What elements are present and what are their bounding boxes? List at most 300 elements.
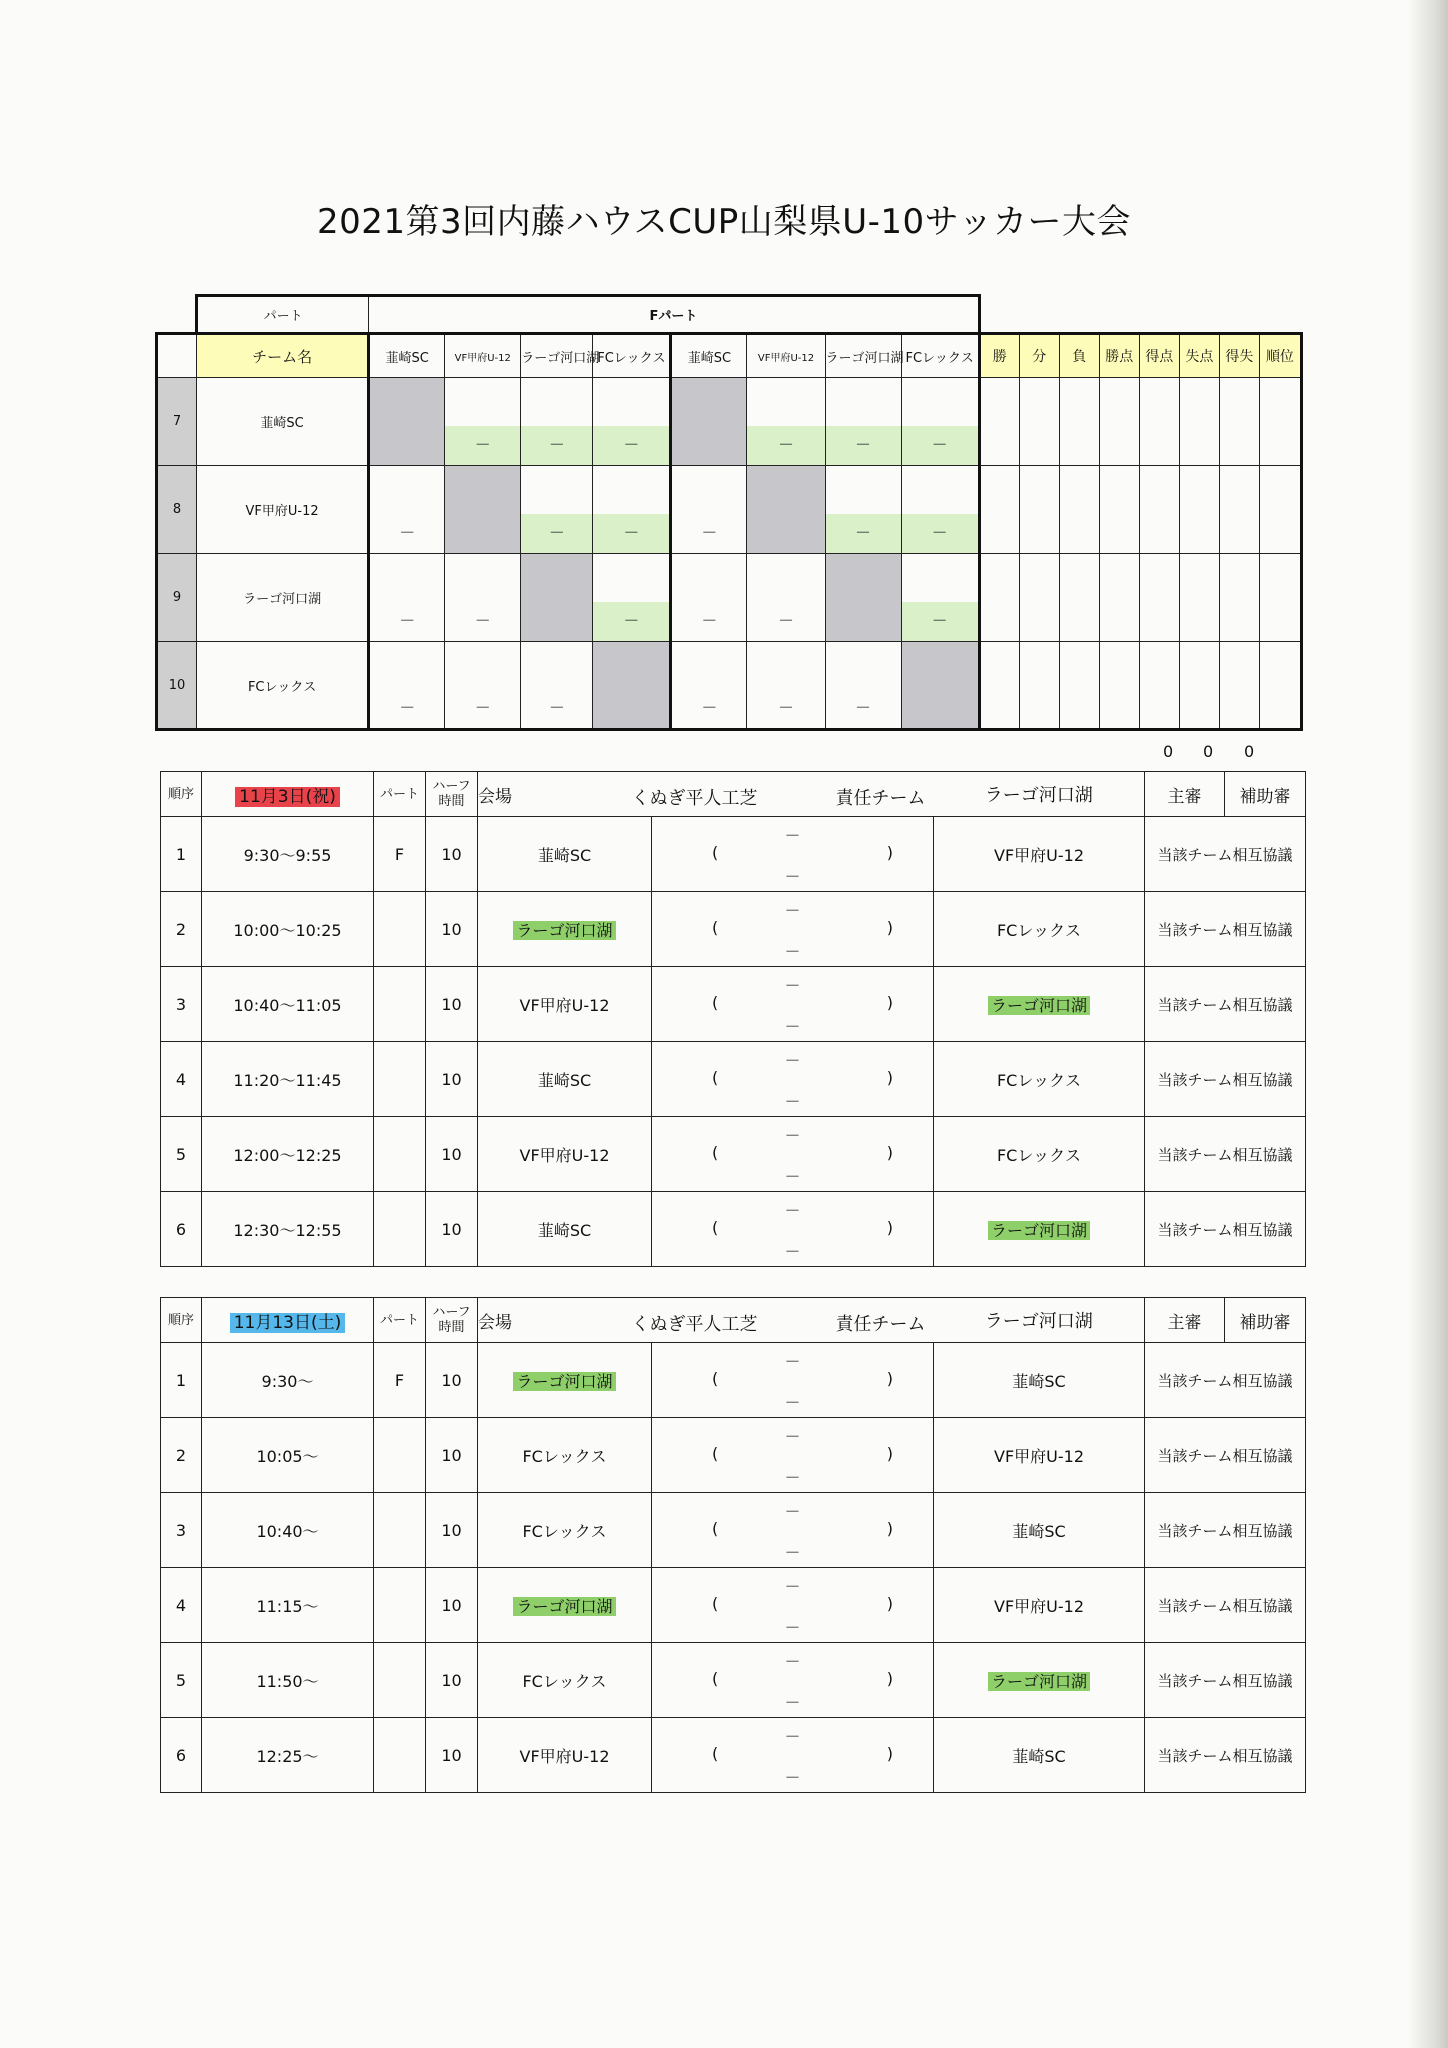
score-dash: － — [623, 611, 640, 630]
standings-row — [157, 378, 1302, 466]
half-time-header: ハーフ時間 — [426, 772, 478, 817]
score-dash: － — [701, 611, 718, 630]
match-time: 10:05～ — [202, 1418, 374, 1493]
match-time: 10:40～11:05 — [202, 967, 374, 1042]
match-half-time: 10 — [426, 1718, 478, 1793]
result-cell — [671, 642, 747, 730]
referee-header: 主審 — [1145, 1298, 1225, 1343]
venue-header — [478, 1298, 652, 1343]
total-losses: 0 — [1244, 742, 1255, 761]
stat-cell — [1259, 642, 1301, 730]
stat-cell — [1099, 378, 1139, 466]
stat-header: 失点 — [1179, 334, 1219, 378]
stat-cell — [979, 642, 1019, 730]
home-team — [478, 1643, 652, 1718]
stat-cell — [1059, 554, 1099, 642]
result-cell — [521, 554, 593, 642]
score-dash: － — [931, 523, 948, 542]
score-dash: － — [399, 698, 416, 717]
result-cell — [747, 466, 825, 554]
score-dash: － — [701, 698, 718, 717]
match-row — [161, 1493, 1306, 1568]
match-date: 11月13日(土) — [230, 1313, 346, 1333]
away-team-name: FCレックス — [996, 1145, 1082, 1165]
match-number: 4 — [161, 1042, 202, 1117]
match-part — [374, 1192, 426, 1267]
stat-header: 分 — [1019, 334, 1059, 378]
stat-cell — [1219, 554, 1259, 642]
match-row — [161, 1568, 1306, 1643]
assistant-referee-header: 補助審 — [1225, 1298, 1306, 1343]
total-wins: 0 — [1163, 742, 1174, 761]
stat-cell — [1019, 466, 1059, 554]
match-half-time: 10 — [426, 1568, 478, 1643]
score-dash: － — [784, 1352, 801, 1371]
stat-header: 負 — [1059, 334, 1099, 378]
referee-assignment: 当該チーム相互協議 — [1145, 1493, 1306, 1568]
venue-name-text: くぬぎ平人工芝 — [631, 788, 758, 809]
page-edge-shadow — [1408, 0, 1448, 2048]
responsible-label: 責任チーム — [835, 1314, 926, 1335]
result-cell — [747, 378, 825, 466]
score-dash: － — [623, 435, 640, 454]
paren-open: ( — [712, 1594, 719, 1613]
team-number: 9 — [157, 554, 197, 642]
score-cell — [652, 1117, 934, 1192]
score-cell — [652, 892, 934, 967]
order-label: 順序 — [167, 786, 194, 802]
standings-row — [157, 466, 1302, 554]
score-cell — [652, 1343, 934, 1418]
match-number: 3 — [161, 967, 202, 1042]
away-team-name: FCレックス — [996, 1070, 1082, 1090]
score-cell — [652, 1643, 934, 1718]
score-dash: － — [548, 523, 565, 542]
stat-cell — [1179, 378, 1219, 466]
result-cell — [445, 642, 521, 730]
opponent-header: VF甲府U-12 — [445, 334, 521, 378]
away-team-name: VF甲府U-12 — [994, 1596, 1084, 1616]
paren-close: ) — [886, 1594, 893, 1613]
result-cell — [901, 554, 979, 642]
paren-open: ( — [712, 1744, 719, 1763]
result-cell — [369, 554, 445, 642]
away-team — [934, 1718, 1145, 1793]
order-header — [161, 772, 202, 817]
away-team — [934, 1192, 1145, 1267]
score-dash: － — [548, 435, 565, 454]
match-half-time: 10 — [426, 1418, 478, 1493]
stat-header: 順位 — [1259, 334, 1301, 378]
paren-open: ( — [712, 1444, 719, 1463]
stat-header: 勝 — [979, 334, 1019, 378]
stat-cell — [979, 378, 1019, 466]
match-part: F — [374, 1343, 426, 1418]
match-row — [161, 1042, 1306, 1117]
score-dash: － — [784, 1017, 801, 1036]
score-dash: － — [784, 1502, 801, 1521]
match-row — [161, 892, 1306, 967]
venue-label: 会場 — [478, 1312, 512, 1333]
venue-header — [478, 772, 652, 817]
match-time: 10:00～10:25 — [202, 892, 374, 967]
stat-cell — [1219, 378, 1259, 466]
match-row — [161, 1192, 1306, 1267]
score-dash: － — [784, 976, 801, 995]
paren-close: ) — [886, 1519, 893, 1538]
team-number: 7 — [157, 378, 197, 466]
score-dash: － — [784, 1092, 801, 1111]
assistant-referee-header: 補助審 — [1225, 772, 1306, 817]
score-dash: － — [784, 1201, 801, 1220]
responsible-team: ラーゴ河口湖 — [934, 772, 1145, 817]
match-number: 1 — [161, 817, 202, 892]
stat-cell — [1219, 466, 1259, 554]
match-part — [374, 1117, 426, 1192]
paren-close: ) — [886, 1068, 893, 1087]
paren-close: ) — [886, 993, 893, 1012]
score-dash: － — [784, 1577, 801, 1596]
stat-cell — [1259, 378, 1301, 466]
stat-cell — [1219, 642, 1259, 730]
team-name: VF甲府U-12 — [197, 466, 369, 554]
total-draws: 0 — [1203, 742, 1214, 761]
team-name: FCレックス — [197, 642, 369, 730]
score-cell — [652, 1418, 934, 1493]
result-cell — [747, 642, 825, 730]
venue-name — [631, 1298, 934, 1343]
match-number: 2 — [161, 892, 202, 967]
stat-cell — [1019, 554, 1059, 642]
score-dash: － — [784, 826, 801, 845]
score-dash: － — [855, 523, 872, 542]
opponent-header: FCレックス — [593, 334, 671, 378]
home-team — [478, 1117, 652, 1192]
paren-close: ) — [886, 1744, 893, 1763]
result-cell — [593, 466, 671, 554]
away-team-name: ラーゴ河口湖 — [988, 1221, 1090, 1240]
result-cell — [747, 554, 825, 642]
corner-cell — [157, 334, 197, 378]
result-cell — [593, 554, 671, 642]
match-half-time: 10 — [426, 1042, 478, 1117]
opponent-header: ラーゴ河口湖 — [825, 334, 901, 378]
stat-cell — [1139, 466, 1179, 554]
opponent-header: 韮崎SC — [671, 334, 747, 378]
home-team-name: VF甲府U-12 — [519, 995, 610, 1015]
home-team — [478, 1493, 652, 1568]
home-team-name: ラーゴ河口湖 — [513, 1597, 615, 1616]
score-dash: － — [399, 523, 416, 542]
match-number: 6 — [161, 1718, 202, 1793]
result-cell — [671, 466, 747, 554]
score-dash: － — [855, 698, 872, 717]
stat-cell — [979, 554, 1019, 642]
home-team-name: VF甲府U-12 — [519, 1145, 610, 1165]
match-time: 12:25～ — [202, 1718, 374, 1793]
score-dash: － — [784, 1543, 801, 1562]
score-dash: － — [784, 1727, 801, 1746]
home-team — [478, 1192, 652, 1267]
paren-open: ( — [712, 1068, 719, 1087]
score-dash: － — [784, 1393, 801, 1412]
result-cell — [901, 642, 979, 730]
match-time: 9:30～ — [202, 1343, 374, 1418]
schedule-header-row — [161, 772, 1306, 817]
stat-cell — [1019, 378, 1059, 466]
schedule-table-1 — [160, 771, 1306, 1267]
score-cell — [652, 817, 934, 892]
referee-assignment: 当該チーム相互協議 — [1145, 1643, 1306, 1718]
result-cell — [825, 554, 901, 642]
team-number: 8 — [157, 466, 197, 554]
result-cell — [445, 466, 521, 554]
home-team — [478, 967, 652, 1042]
match-part — [374, 892, 426, 967]
result-cell — [521, 378, 593, 466]
match-half-time: 10 — [426, 967, 478, 1042]
match-row — [161, 1718, 1306, 1793]
stat-cell — [1099, 554, 1139, 642]
home-team-name: 韮崎SC — [537, 1220, 592, 1240]
referee-assignment: 当該チーム相互協議 — [1145, 1418, 1306, 1493]
paren-open: ( — [712, 1143, 719, 1162]
score-dash: － — [784, 1693, 801, 1712]
stat-header: 勝点 — [1099, 334, 1139, 378]
result-cell — [593, 378, 671, 466]
paren-open: ( — [712, 918, 719, 937]
referee-assignment: 当該チーム相互協議 — [1145, 1568, 1306, 1643]
part-header: パート — [374, 1298, 426, 1343]
stat-cell — [1179, 466, 1219, 554]
score-dash: － — [784, 901, 801, 920]
match-number: 5 — [161, 1117, 202, 1192]
opponent-header: ラーゴ河口湖 — [521, 334, 593, 378]
opponent-header: FCレックス — [901, 334, 979, 378]
score-dash: － — [784, 1051, 801, 1070]
match-number: 2 — [161, 1418, 202, 1493]
away-team — [934, 1493, 1145, 1568]
away-team-name: 韮崎SC — [1012, 1746, 1066, 1766]
match-part — [374, 1643, 426, 1718]
match-number: 1 — [161, 1343, 202, 1418]
match-half-time: 10 — [426, 1643, 478, 1718]
score-cell — [652, 1192, 934, 1267]
referee-assignment: 当該チーム相互協議 — [1145, 892, 1306, 967]
score-dash: － — [931, 611, 948, 630]
match-part — [374, 1718, 426, 1793]
match-half-time: 10 — [426, 1192, 478, 1267]
venue-name-text: くぬぎ平人工芝 — [631, 1314, 758, 1335]
home-team — [478, 892, 652, 967]
venue-name — [631, 772, 934, 817]
home-team — [478, 1718, 652, 1793]
match-row — [161, 1117, 1306, 1192]
match-time: 12:30～12:55 — [202, 1192, 374, 1267]
score-cell — [652, 967, 934, 1042]
referee-assignment: 当該チーム相互協議 — [1145, 1117, 1306, 1192]
match-half-time: 10 — [426, 817, 478, 892]
match-row — [161, 1643, 1306, 1718]
stat-cell — [979, 466, 1019, 554]
referee-assignment: 当該チーム相互協議 — [1145, 1192, 1306, 1267]
referee-header: 主審 — [1145, 772, 1225, 817]
score-dash: － — [784, 1768, 801, 1787]
referee-assignment: 当該チーム相互協議 — [1145, 1042, 1306, 1117]
referee-assignment: 当該チーム相互協議 — [1145, 817, 1306, 892]
stat-header: 得点 — [1139, 334, 1179, 378]
stat-cell — [1179, 642, 1219, 730]
stat-cell — [1259, 466, 1301, 554]
home-team-name: ラーゴ河口湖 — [513, 921, 615, 940]
result-cell — [671, 378, 747, 466]
stat-cell — [1139, 378, 1179, 466]
match-half-time: 10 — [426, 892, 478, 967]
away-team — [934, 1568, 1145, 1643]
match-time: 11:20～11:45 — [202, 1042, 374, 1117]
paren-open: ( — [712, 993, 719, 1012]
score-dash: － — [784, 1167, 801, 1186]
part-header: パート — [374, 772, 426, 817]
home-team-name: VF甲府U-12 — [519, 1746, 610, 1766]
away-team — [934, 1418, 1145, 1493]
match-time: 12:00～12:25 — [202, 1117, 374, 1192]
team-name: ラーゴ河口湖 — [197, 554, 369, 642]
match-part — [374, 1568, 426, 1643]
home-team — [478, 1568, 652, 1643]
score-dash: － — [784, 942, 801, 961]
standings-table — [155, 294, 1303, 731]
score-dash: － — [474, 611, 491, 630]
home-team-name: FCレックス — [522, 1521, 607, 1541]
referee-assignment: 当該チーム相互協議 — [1145, 1718, 1306, 1793]
home-team — [478, 817, 652, 892]
away-team-name: 韮崎SC — [1012, 1371, 1066, 1391]
part-name: Fパート — [369, 296, 980, 334]
paren-close: ) — [886, 1218, 893, 1237]
away-team — [934, 967, 1145, 1042]
score-cell — [652, 1568, 934, 1643]
paren-close: ) — [886, 1444, 893, 1463]
away-team — [934, 892, 1145, 967]
match-part — [374, 1418, 426, 1493]
match-half-time: 10 — [426, 1343, 478, 1418]
paren-open: ( — [712, 1218, 719, 1237]
home-team — [478, 1418, 652, 1493]
score-dash: － — [784, 1126, 801, 1145]
home-team — [478, 1042, 652, 1117]
score-dash: － — [777, 611, 794, 630]
away-team-name: ラーゴ河口湖 — [988, 996, 1090, 1015]
result-cell — [901, 466, 979, 554]
stat-cell — [1059, 466, 1099, 554]
stat-cell — [1059, 642, 1099, 730]
result-cell — [825, 466, 901, 554]
paren-close: ) — [886, 1669, 893, 1688]
match-number: 5 — [161, 1643, 202, 1718]
away-team — [934, 1643, 1145, 1718]
score-dash: － — [548, 698, 565, 717]
order-label: 順序 — [167, 1312, 194, 1328]
referee-assignment: 当該チーム相互協議 — [1145, 1343, 1306, 1418]
score-dash: － — [784, 1468, 801, 1487]
score-dash: － — [784, 1618, 801, 1637]
home-team-name: ラーゴ河口湖 — [513, 1372, 615, 1391]
stat-cell — [1139, 554, 1179, 642]
score-dash: － — [701, 523, 718, 542]
home-team — [478, 1343, 652, 1418]
date-header — [202, 1298, 374, 1343]
half-time-header: ハーフ時間 — [426, 1298, 478, 1343]
away-team-name: VF甲府U-12 — [994, 1446, 1084, 1466]
match-number: 6 — [161, 1192, 202, 1267]
schedule-table-2 — [160, 1297, 1306, 1793]
home-team-name: FCレックス — [522, 1446, 607, 1466]
score-dash: － — [623, 523, 640, 542]
away-team-name: ラーゴ河口湖 — [988, 1672, 1090, 1691]
paren-open: ( — [712, 1669, 719, 1688]
home-team-name: 韮崎SC — [537, 845, 592, 865]
score-dash: － — [474, 435, 491, 454]
match-time: 11:50～ — [202, 1643, 374, 1718]
score-dash: － — [855, 435, 872, 454]
standings-row — [157, 642, 1302, 730]
away-team — [934, 817, 1145, 892]
away-team — [934, 1042, 1145, 1117]
stat-cell — [1099, 466, 1139, 554]
stat-cell — [1059, 378, 1099, 466]
match-date: 11月3日(祝) — [235, 787, 340, 807]
score-dash: － — [784, 867, 801, 886]
score-dash: － — [777, 435, 794, 454]
score-dash: － — [399, 611, 416, 630]
paren-close: ) — [886, 843, 893, 862]
match-number: 4 — [161, 1568, 202, 1643]
result-cell — [369, 378, 445, 466]
stat-cell — [1179, 554, 1219, 642]
stat-cell — [1019, 642, 1059, 730]
score-dash: － — [784, 1652, 801, 1671]
result-cell — [369, 642, 445, 730]
result-cell — [593, 642, 671, 730]
match-row — [161, 817, 1306, 892]
match-part — [374, 967, 426, 1042]
result-cell — [671, 554, 747, 642]
result-cell — [521, 466, 593, 554]
match-half-time: 10 — [426, 1117, 478, 1192]
match-row — [161, 967, 1306, 1042]
match-part: F — [374, 817, 426, 892]
match-part — [374, 1042, 426, 1117]
match-time: 10:40～ — [202, 1493, 374, 1568]
away-team — [934, 1117, 1145, 1192]
home-team-name: 韮崎SC — [537, 1070, 592, 1090]
order-header — [161, 1298, 202, 1343]
score-dash: － — [474, 698, 491, 717]
part-label: パート — [197, 296, 369, 334]
score-cell — [652, 1718, 934, 1793]
team-name: 韮崎SC — [197, 378, 369, 466]
away-team-name: 韮崎SC — [1012, 1521, 1066, 1541]
stat-cell — [1099, 642, 1139, 730]
stat-cell — [1139, 642, 1179, 730]
paren-open: ( — [712, 1519, 719, 1538]
paren-open: ( — [712, 1369, 719, 1388]
paren-close: ) — [886, 1143, 893, 1162]
date-header — [202, 772, 374, 817]
result-cell — [825, 378, 901, 466]
home-team-name: FCレックス — [522, 1671, 607, 1691]
